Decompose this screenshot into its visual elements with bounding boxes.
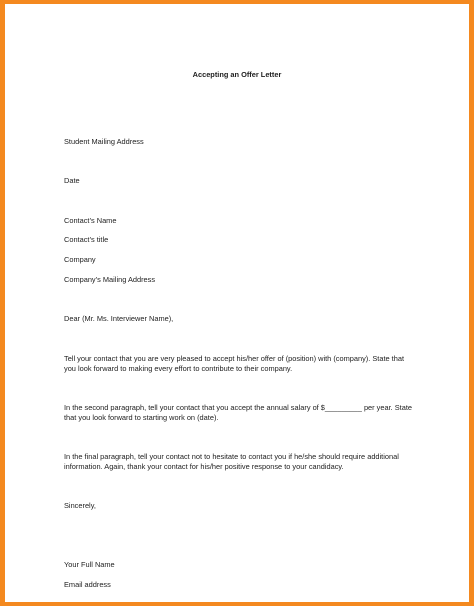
letter-body bbox=[64, 127, 416, 600]
sender-address: Student Mailing Address bbox=[64, 136, 144, 146]
letter-date: Date bbox=[64, 176, 80, 186]
recipient-name: Contact’s Name bbox=[64, 215, 117, 225]
paragraph-1: Tell your contact that you are very pleased to accept his/her offer of (position) with (company). State that you look forward to making every effort to contribute to their company. bbox=[64, 353, 405, 373]
closing: Sincerely, bbox=[64, 501, 96, 511]
recipient-address: Company’s Mailing Address bbox=[64, 274, 156, 284]
paragraph-2: In the second paragraph, tell your contact that you accept the annual salary of $_________ per year. State that you look forward to starting work on (date). bbox=[64, 402, 413, 422]
letter-page bbox=[5, 4, 469, 602]
salutation: Dear (Mr. Ms. Interviewer Name), bbox=[64, 314, 174, 324]
recipient-company: Company bbox=[64, 255, 96, 265]
signature-name: Your Full Name bbox=[64, 560, 115, 570]
paragraph-3: In the final paragraph, tell your contact not to hesitate to contact you if he/she should require additional information. Again, thank your contact for his/her positive response to your candidacy. bbox=[64, 452, 399, 471]
signature-email: Email address bbox=[64, 579, 111, 589]
letter-title: Accepting an Offer Letter bbox=[192, 70, 282, 79]
recipient-title: Contact’s title bbox=[64, 235, 109, 245]
